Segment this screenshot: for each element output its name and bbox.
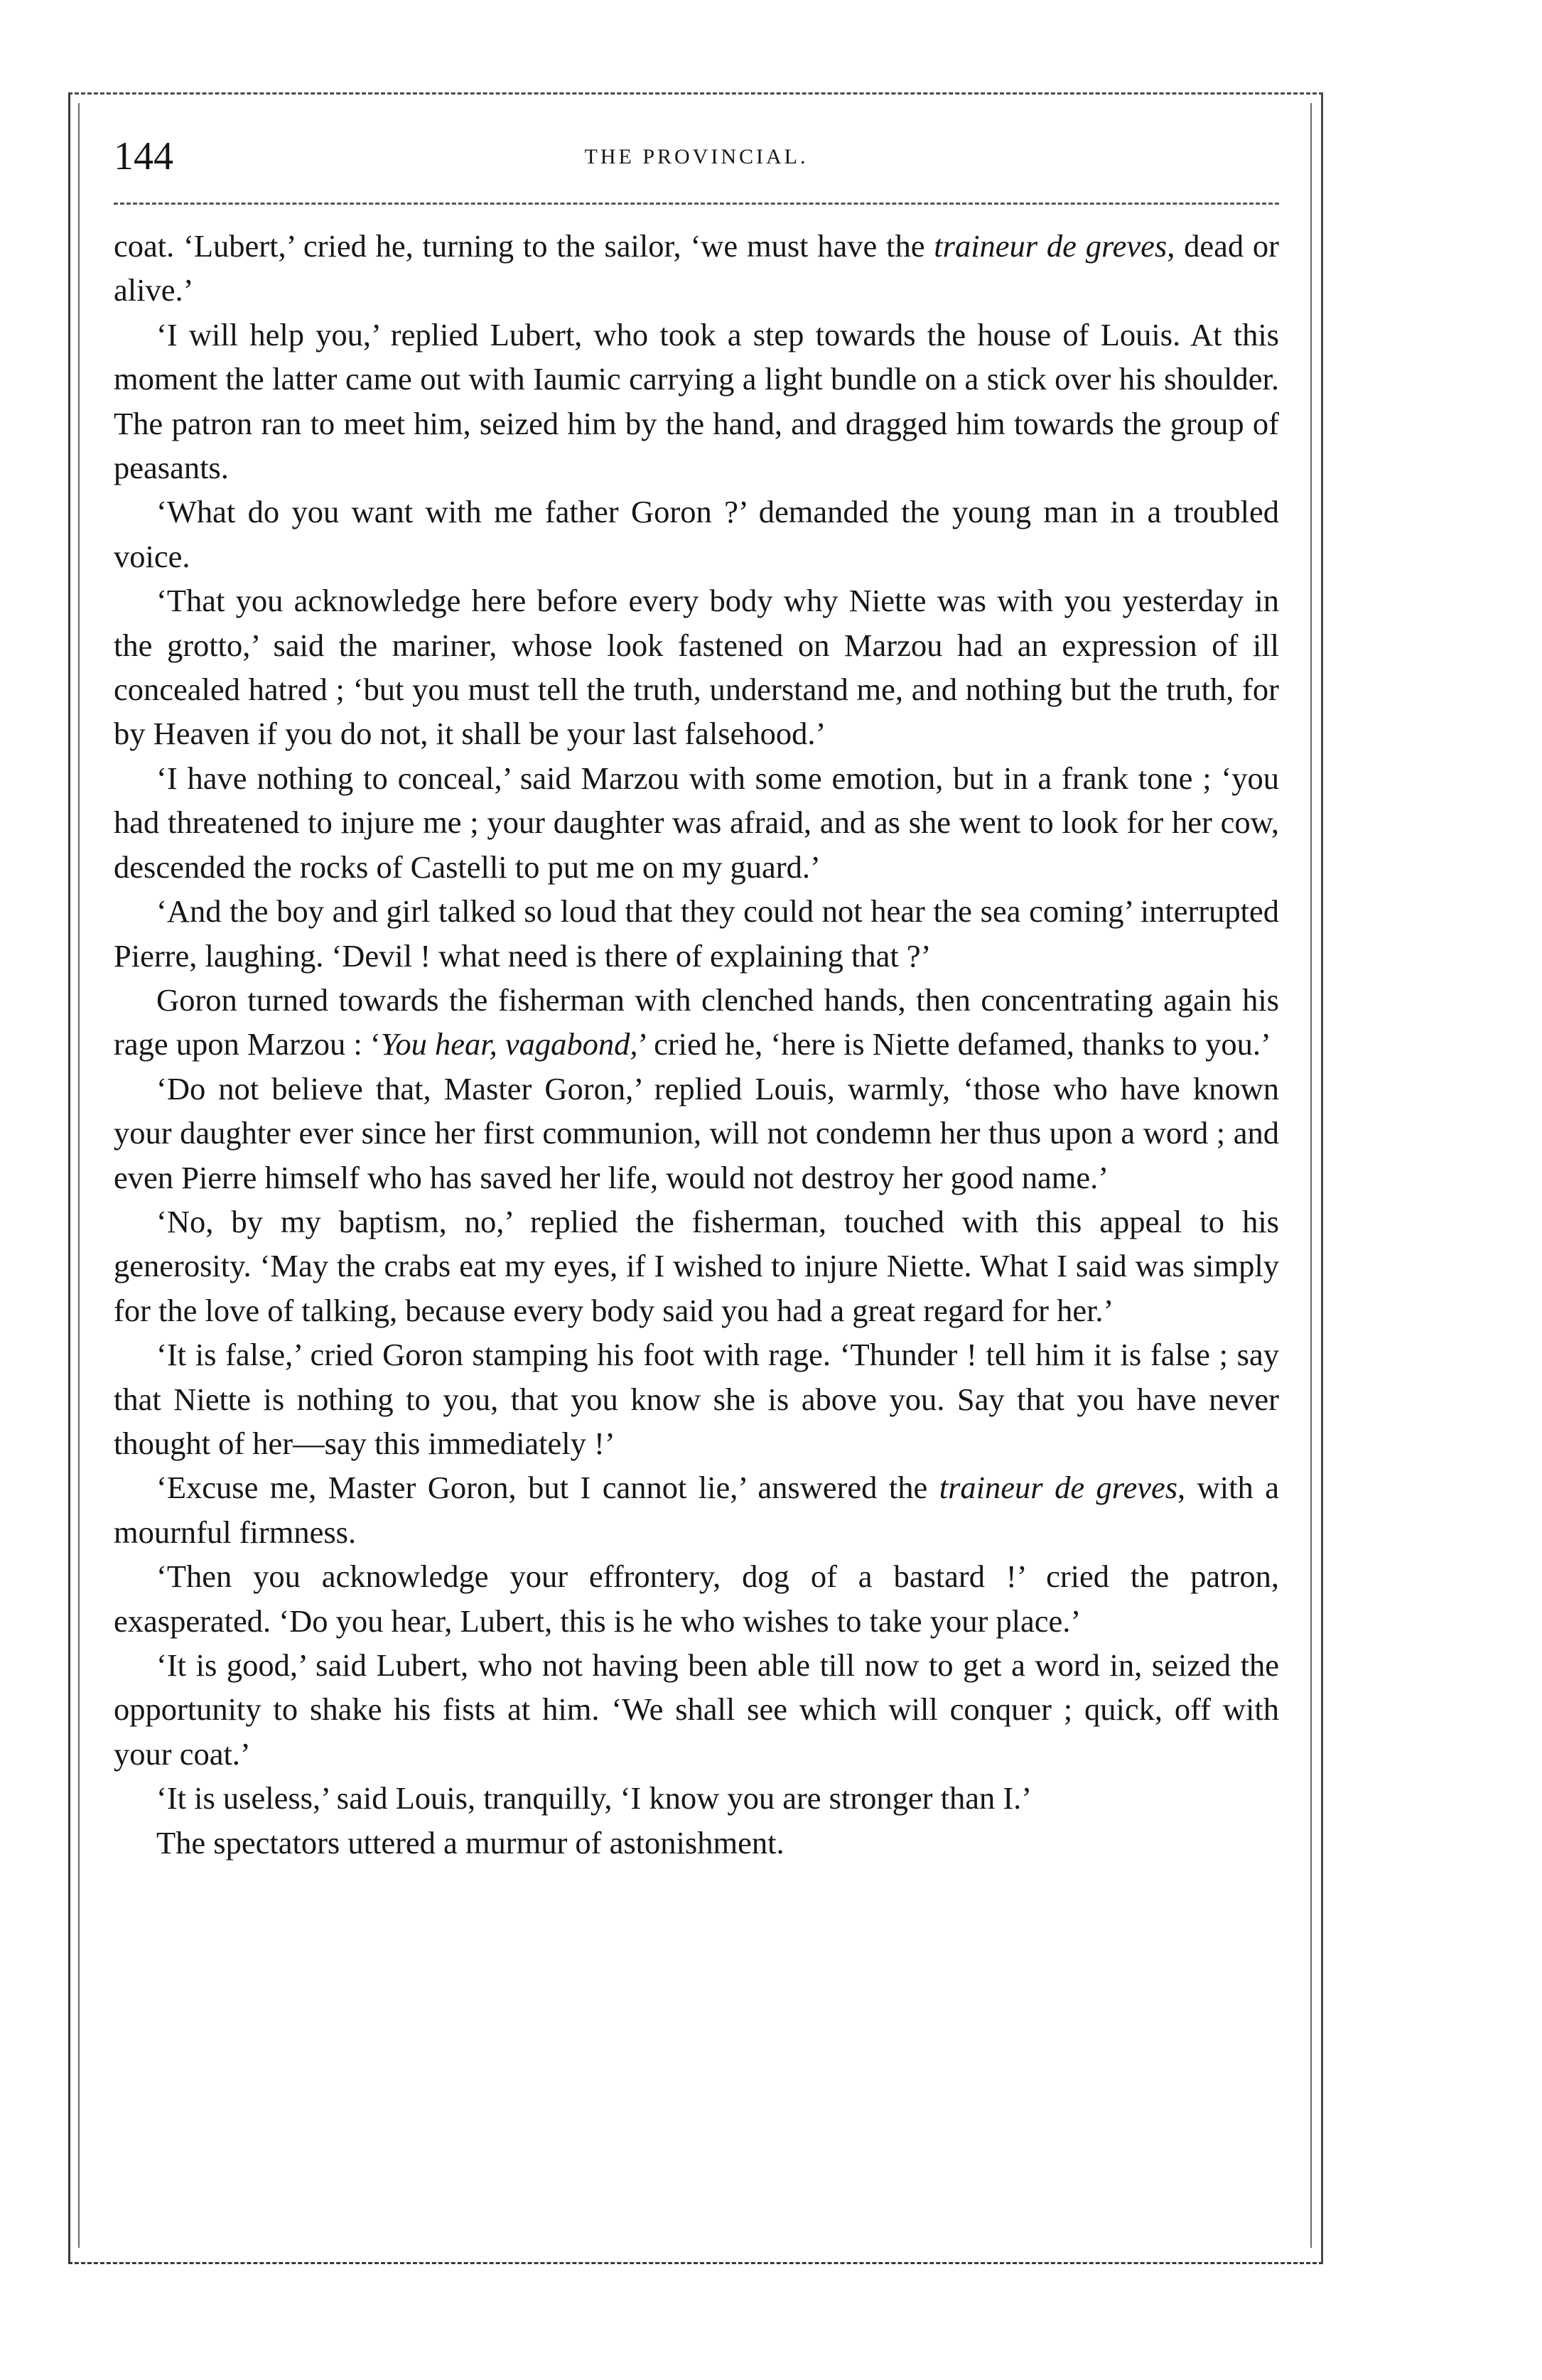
paragraph bbox=[114, 1465, 1279, 1554]
text-run: ‘It is good,’ said Lubert, who not having been able till now to get a word in, seized the opportunity to shake his fists at him. ‘We shall see which will conquer ; quick, off with your coat.’ bbox=[114, 1647, 1279, 1772]
header-rule bbox=[114, 203, 1279, 205]
italic-text: traineur de greves bbox=[939, 1470, 1178, 1506]
paragraph bbox=[114, 756, 1279, 889]
paragraph bbox=[114, 978, 1279, 1067]
text-run: ’ cried he, ‘here is Niette defamed, thanks to you.’ bbox=[637, 1026, 1271, 1062]
paragraph bbox=[114, 1821, 1279, 1865]
text-run: ‘That you acknowledge here before every body why Niette was with you yesterday in the grotto,’ said the mariner, whose look fastened on Marzou had an expression of ill concealed hatred ; ‘but you must tell the truth, understand me, and nothing but the truth, for by Heaven if you do not, it shall be your last falsehood.’ bbox=[114, 583, 1279, 752]
text-run: ‘Do not believe that, Master Goron,’ replied Louis, warmly, ‘those who have known your daughter ever since her first communion, will not condemn her thus upon a word ; and even Pierre himself who has saved her life, would not destroy her good name.’ bbox=[114, 1070, 1279, 1195]
paragraph bbox=[114, 1332, 1279, 1465]
italic-text: traineur de greves bbox=[934, 228, 1168, 264]
page-number: 144 bbox=[114, 134, 173, 178]
paragraph bbox=[114, 578, 1279, 756]
text-run: ‘It is useless,’ said Louis, tranquilly, ‘I know you are stronger than I.’ bbox=[156, 1780, 1033, 1816]
page-header bbox=[114, 131, 1279, 181]
paragraph bbox=[114, 313, 1279, 490]
paragraph bbox=[114, 1067, 1279, 1200]
paragraph bbox=[114, 490, 1279, 578]
paragraph bbox=[114, 1776, 1279, 1820]
body-text bbox=[114, 224, 1279, 1865]
paragraph bbox=[114, 224, 1279, 313]
paragraph bbox=[114, 889, 1279, 978]
paragraph bbox=[114, 1554, 1279, 1643]
paragraph bbox=[114, 1200, 1279, 1332]
text-run: ‘Then you acknowledge your effrontery, dog of a bastard !’ cried the patron, exasperated. ‘Do you hear, Lubert, this is he who wishes to take your place.’ bbox=[114, 1558, 1279, 1639]
text-run: ‘I have nothing to conceal,’ said Marzou with some emotion, but in a frank tone ; ‘you had threatened to injure me ; your daughter was afraid, and as she went to look for her cow, descended the rocks of Castelli to put me on my guard.’ bbox=[114, 760, 1279, 885]
running-title: THE PROVINCIAL. bbox=[584, 145, 809, 168]
text-run: ‘And the boy and girl talked so loud that they could not hear the sea coming’ interrupted Pierre, laughing. ‘Devil ! what need is there of explaining that ?’ bbox=[114, 893, 1279, 974]
text-run: coat. ‘Lubert,’ cried he, turning to the sailor, ‘we must have the bbox=[114, 228, 934, 264]
italic-text: You hear, vagabond, bbox=[380, 1026, 638, 1062]
text-run: , dead or alive.’ bbox=[114, 228, 1280, 308]
text-run: ‘I will help you,’ replied Lubert, who took a step towards the house of Louis. At this moment the latter came out with Iaumic carrying a light bundle on a stick over his shoulder. The patron ran to meet him, seized him by the hand, and dragged him towards the group of peasants. bbox=[114, 316, 1279, 486]
text-run: ‘What do you want with me father Goron ?’ demanded the young man in a troubled voice. bbox=[114, 494, 1279, 574]
text-run: , with a mournful firmness. bbox=[114, 1470, 1279, 1550]
text-run: ‘Excuse me, Master Goron, but I cannot lie,’ answered the bbox=[156, 1470, 939, 1506]
text-run: ‘No, by my baptism, no,’ replied the fisherman, touched with this appeal to his generosity. ‘May the crabs eat my eyes, if I wished to injure Niette. What I said was simply for the love of talking, because every body said you had a great regard for her.’ bbox=[114, 1203, 1279, 1328]
text-run: The spectators uttered a murmur of astonishment. bbox=[156, 1824, 785, 1861]
paragraph bbox=[114, 1643, 1279, 1776]
text-run: Goron turned towards the fisherman with clenched hands, then concentrating again his rage upon Marzou : ‘ bbox=[114, 981, 1279, 1062]
text-run: ‘It is false,’ cried Goron stamping his foot with rage. ‘Thunder ! tell him it is false ; say that Niette is nothing to you, that you know she is above you. Say that you have never thought of her—say this immediately !’ bbox=[114, 1337, 1279, 1461]
